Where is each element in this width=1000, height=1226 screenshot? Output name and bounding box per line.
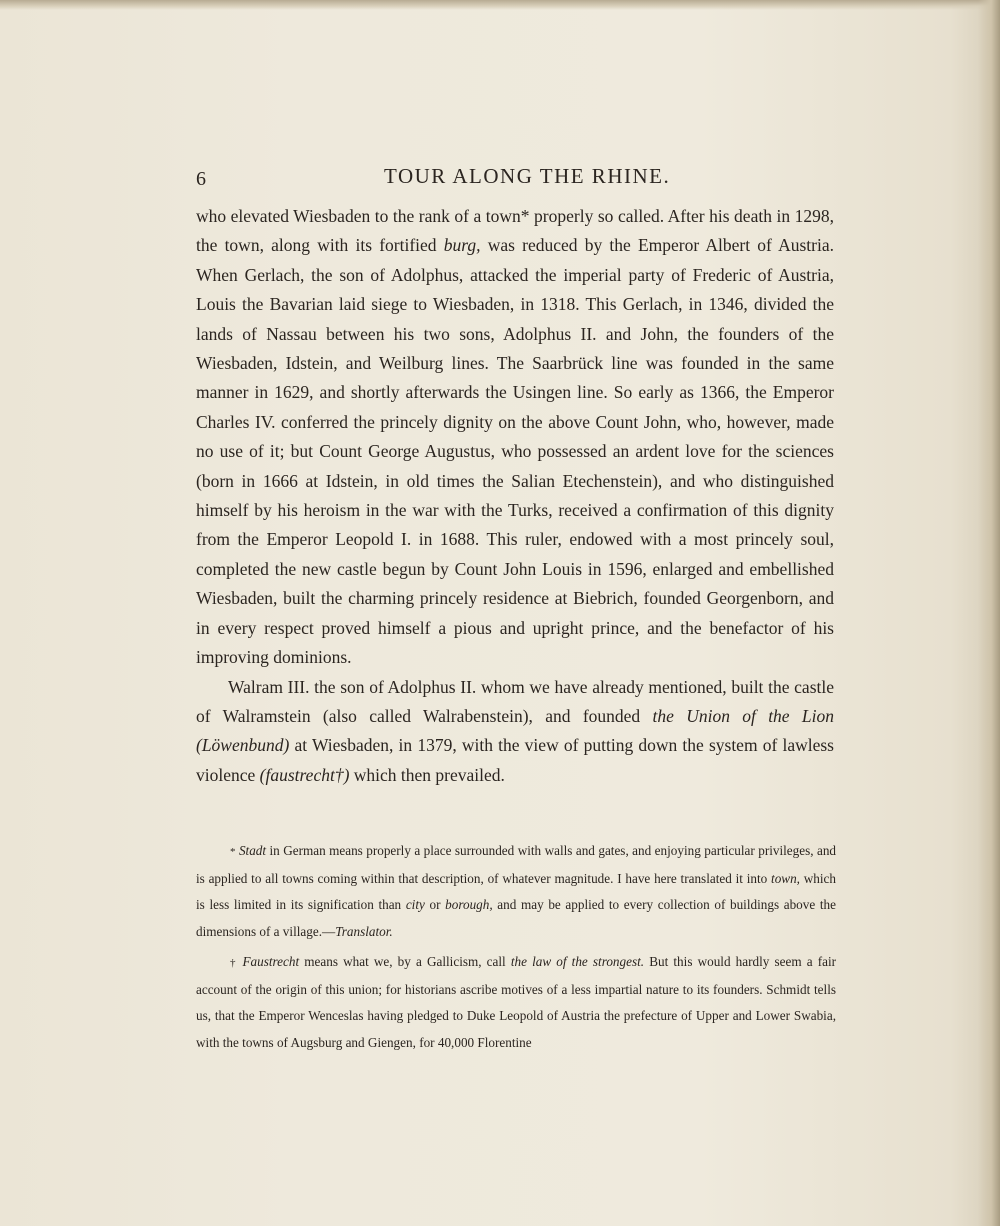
term-burg: burg, [443, 235, 481, 256]
page-top-edge [0, 0, 1000, 10]
footnote-mark: * [230, 846, 236, 858]
paragraph-2: Walram III. the son of Adolphus II. whom we have already mentioned, built the castle of Walramstein (also called Walrabenstein), and founded the Union of the Lion (Löwenbund) at Wiesbaden, in 1379, with the view of putting down the system of lawless violence (faustrecht†) which then prevailed. [196, 676, 834, 785]
term-faustrecht: (faustrecht†) [259, 764, 350, 785]
page-binding-edge [978, 0, 1000, 1226]
page-number: 6 [196, 168, 206, 190]
footnote-mark: † [230, 957, 238, 969]
term-union-of-the-lion: the Union of the Lion (Löwenbund) [196, 705, 834, 756]
footnote-faustrecht: † Faustrecht means what we, by a Gallicism, call the law of the strongest. But this would hardly seem a fair account of the origin of this union; for historians ascribe motives of a less impartial nature to its founders. Schmidt tells us, that the Emperor Wenceslas having pledged to Duke Leopold of Austria the prefecture of Upper and Lower Swabia, with the towns of Augsburg and Giengen, for 40,000 Florentine [196, 954, 837, 1050]
footnotes [196, 838, 836, 1060]
page-header [196, 164, 836, 194]
footnote-stadt: * Stadt in German means properly a place surrounded with walls and gates, and enjoying particular privileges, and is applied to all towns coming within that description, of whatever magnitude. I have here translated it into town, which is less limited in its signification than city or borough, and may be applied to every collection of buildings above the dimensions of a village.—Translator. [196, 843, 837, 939]
paragraph-1: who elevated Wiesbaden to the rank of a town* properly so called. After his death in 1298, the town, along with its fortified burg, was reduced by the Emperor Albert of Austria. When Gerlach, the son of Adolphus, attacked the imperial party of Frederic of Austria, Louis the Bavarian laid siege to Wiesbaden, in 1318. This Gerlach, in 1346, divided the lands of Nassau between his two sons, Adolphus II. and John, the founders of the Wiesbaden, Idstein, and Weilburg lines. The Saarbrück line was founded in the same manner in 1629, and shortly afterwards the Usingen line. So early as 1366, the Emperor Charles IV. conferred the princely dignity on the above Count John, who, however, made no use of it; but Count George Augustus, who possessed an ardent love for the sciences (born in 1666 at Idstein, in old times the Salian Etechenstein), and who distinguished himself by his heroism in the war with the Turks, received a confirmation of this dignity from the Emperor Leopold I. in 1688. This ruler, endowed with a most princely soul, completed the new castle begun by Count John Louis in 1596, enlarged and embellished Wiesbaden, built the charming princely residence at Biebrich, founded Georgenborn, and in every respect proved himself a pious and upright prince, and the benefactor of his improving dominions. [196, 206, 834, 668]
running-title: TOUR ALONG THE RHINE. [384, 164, 671, 188]
body-text [196, 202, 834, 790]
